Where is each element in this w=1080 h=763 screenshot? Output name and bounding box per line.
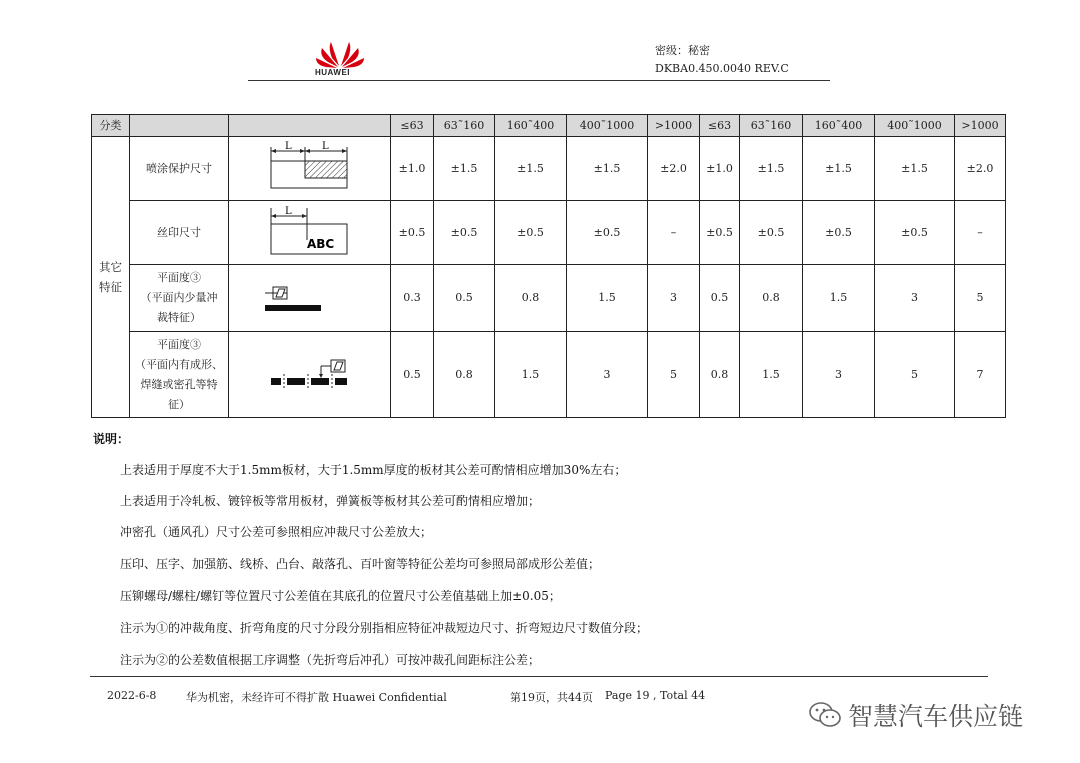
security-level: 密级：秘密 bbox=[655, 44, 710, 57]
table-cell: ±1.0 bbox=[391, 137, 434, 201]
header-range: 63˜160 bbox=[740, 115, 803, 137]
spray-diagram bbox=[229, 137, 391, 201]
table-row bbox=[92, 265, 1006, 332]
table-cell: ±1.5 bbox=[567, 137, 648, 201]
flatness-holes-diagram-icon bbox=[265, 350, 355, 394]
note-item: 上表适用于冷轧板、镀锌板等常用板材，弹簧板等板材其公差可酌情相应增加； bbox=[120, 494, 541, 508]
flatness-holes-diagram bbox=[229, 332, 391, 418]
table-cell: ±0.5 bbox=[803, 201, 875, 265]
table-cell: 5 bbox=[648, 332, 700, 418]
dimension-label: L bbox=[284, 140, 292, 152]
table-cell: ±1.5 bbox=[740, 137, 803, 201]
header-range: ≤63 bbox=[700, 115, 740, 137]
watermark-text: 智慧汽车供应链 bbox=[848, 702, 1024, 731]
table-cell: 1.5 bbox=[803, 265, 875, 332]
table-cell: 3 bbox=[875, 265, 955, 332]
note-item: 注示为②的公差数值根据工序调整（先折弯后冲孔）可按冲裁孔间距标注公差； bbox=[120, 653, 541, 667]
header-blank bbox=[229, 115, 391, 137]
header-range: >1000 bbox=[648, 115, 700, 137]
dimension-label: L bbox=[284, 205, 292, 217]
note-item: 冲密孔（通风孔）尺寸公差可参照相应冲裁尺寸公差放大； bbox=[120, 525, 433, 539]
group-label-line: 特征 bbox=[99, 280, 122, 294]
table-cell: 0.8 bbox=[700, 332, 740, 418]
tolerance-table bbox=[91, 114, 1006, 418]
header-range: ≤63 bbox=[391, 115, 434, 137]
header-category: 分类 bbox=[92, 115, 130, 137]
flatness-diagram-icon bbox=[265, 275, 355, 315]
table-cell: 0.8 bbox=[434, 332, 495, 418]
table-cell: ±2.0 bbox=[648, 137, 700, 201]
note-item: 压铆螺母/螺柱/螺钉等位置尺寸公差值在其底孔的位置尺寸公差值基础上加±0.05； bbox=[120, 589, 561, 603]
table-cell: 0.5 bbox=[434, 265, 495, 332]
silkscreen-sample-text: ABC bbox=[306, 236, 334, 251]
table-cell: ±1.0 bbox=[700, 137, 740, 201]
header-range: 63˜160 bbox=[434, 115, 495, 137]
header-divider bbox=[248, 80, 830, 81]
spray-protection-diagram-icon bbox=[267, 141, 353, 191]
wechat-icon bbox=[808, 701, 842, 729]
table-cell: ±0.5 bbox=[740, 201, 803, 265]
table-cell: 3 bbox=[648, 265, 700, 332]
silkscreen-diagram bbox=[229, 201, 391, 265]
table-cell: 1.5 bbox=[567, 265, 648, 332]
table-cell: ±1.5 bbox=[875, 137, 955, 201]
row-name-line: 平面度③ bbox=[157, 337, 201, 351]
header-range: >1000 bbox=[955, 115, 1006, 137]
group-label-line: 其它 bbox=[99, 260, 122, 274]
row-name-line: （平面内有成形、 bbox=[135, 357, 223, 371]
footer-page-en: Page 19 , Total 44 bbox=[605, 689, 706, 702]
footer-confidential: 华为机密，未经许可不得扩散 Huawei Confidential bbox=[186, 691, 447, 704]
table-cell: 0.5 bbox=[391, 332, 434, 418]
note-item: 压印、压字、加强筋、线桥、凸台、敲落孔、百叶窗等特征公差均可参照局部成形公差值； bbox=[120, 557, 601, 571]
table-cell: ±1.5 bbox=[434, 137, 495, 201]
dimension-label: L bbox=[321, 140, 329, 152]
table-row bbox=[92, 201, 1006, 265]
table-cell: 1.5 bbox=[495, 332, 567, 418]
row-name-line: （平面内少量冲 bbox=[140, 291, 218, 304]
table-cell: 5 bbox=[955, 265, 1006, 332]
table-cell: 3 bbox=[567, 332, 648, 418]
header-range: 160˜400 bbox=[803, 115, 875, 137]
footer-page-cn: 第19页，共44页 bbox=[510, 691, 593, 704]
table-cell: 0.8 bbox=[495, 265, 567, 332]
table-cell: ±0.5 bbox=[567, 201, 648, 265]
notes-title: 说明： bbox=[93, 432, 130, 446]
table-cell: 5 bbox=[875, 332, 955, 418]
doc-number: DKBA0.450.0040 REV.C bbox=[655, 62, 789, 75]
note-item: 注示为①的冲裁角度、折弯角度的尺寸分段分别指相应特征冲裁短边尺寸、折弯短边尺寸数值分段； bbox=[120, 621, 649, 635]
footer-date: 2022-6-8 bbox=[107, 689, 157, 702]
logo-text: HUAWEI bbox=[315, 68, 350, 77]
table-cell: – bbox=[955, 201, 1006, 265]
row-name bbox=[130, 201, 229, 265]
row-name-line: 丝印尺寸 bbox=[157, 225, 201, 239]
table-cell: 1.5 bbox=[740, 332, 803, 418]
table-cell: ±0.5 bbox=[875, 201, 955, 265]
row-name bbox=[130, 137, 229, 201]
header-range: 400˜1000 bbox=[567, 115, 648, 137]
row-name-line: 平面度③ bbox=[157, 271, 201, 284]
row-name-line: 焊缝或密孔等特 bbox=[140, 377, 218, 391]
silkscreen-diagram-icon bbox=[267, 204, 353, 256]
table-cell: ±2.0 bbox=[955, 137, 1006, 201]
row-name bbox=[130, 332, 229, 418]
watermark bbox=[808, 697, 1023, 733]
header-range: 160˜400 bbox=[495, 115, 567, 137]
table-cell: – bbox=[648, 201, 700, 265]
group-label bbox=[92, 137, 130, 418]
table-cell: ±0.5 bbox=[700, 201, 740, 265]
table-cell: 7 bbox=[955, 332, 1006, 418]
table-cell: 0.3 bbox=[391, 265, 434, 332]
table-cell: ±0.5 bbox=[495, 201, 567, 265]
table-cell: ±1.5 bbox=[495, 137, 567, 201]
table-row bbox=[92, 332, 1006, 418]
row-name-line: 裁特征） bbox=[157, 311, 201, 324]
footer-divider bbox=[90, 676, 988, 677]
table-cell: ±0.5 bbox=[391, 201, 434, 265]
header-range: 400˜1000 bbox=[875, 115, 955, 137]
flatness-diagram bbox=[229, 265, 391, 332]
table-header-row bbox=[92, 115, 1006, 137]
note-item: 上表适用于厚度不大于1.5mm板材，大于1.5mm厚度的板材其公差可酌情相应增加30%左右； bbox=[120, 463, 627, 477]
table-cell: 0.5 bbox=[700, 265, 740, 332]
header-blank bbox=[130, 115, 229, 137]
row-name-line: 征） bbox=[168, 397, 190, 411]
table-row bbox=[92, 137, 1006, 201]
row-name-line: 喷涂保护尺寸 bbox=[146, 161, 212, 175]
table-cell: 0.8 bbox=[740, 265, 803, 332]
table-cell: 3 bbox=[803, 332, 875, 418]
table-cell: ±1.5 bbox=[803, 137, 875, 201]
row-name bbox=[130, 265, 229, 332]
table-cell: ±0.5 bbox=[434, 201, 495, 265]
